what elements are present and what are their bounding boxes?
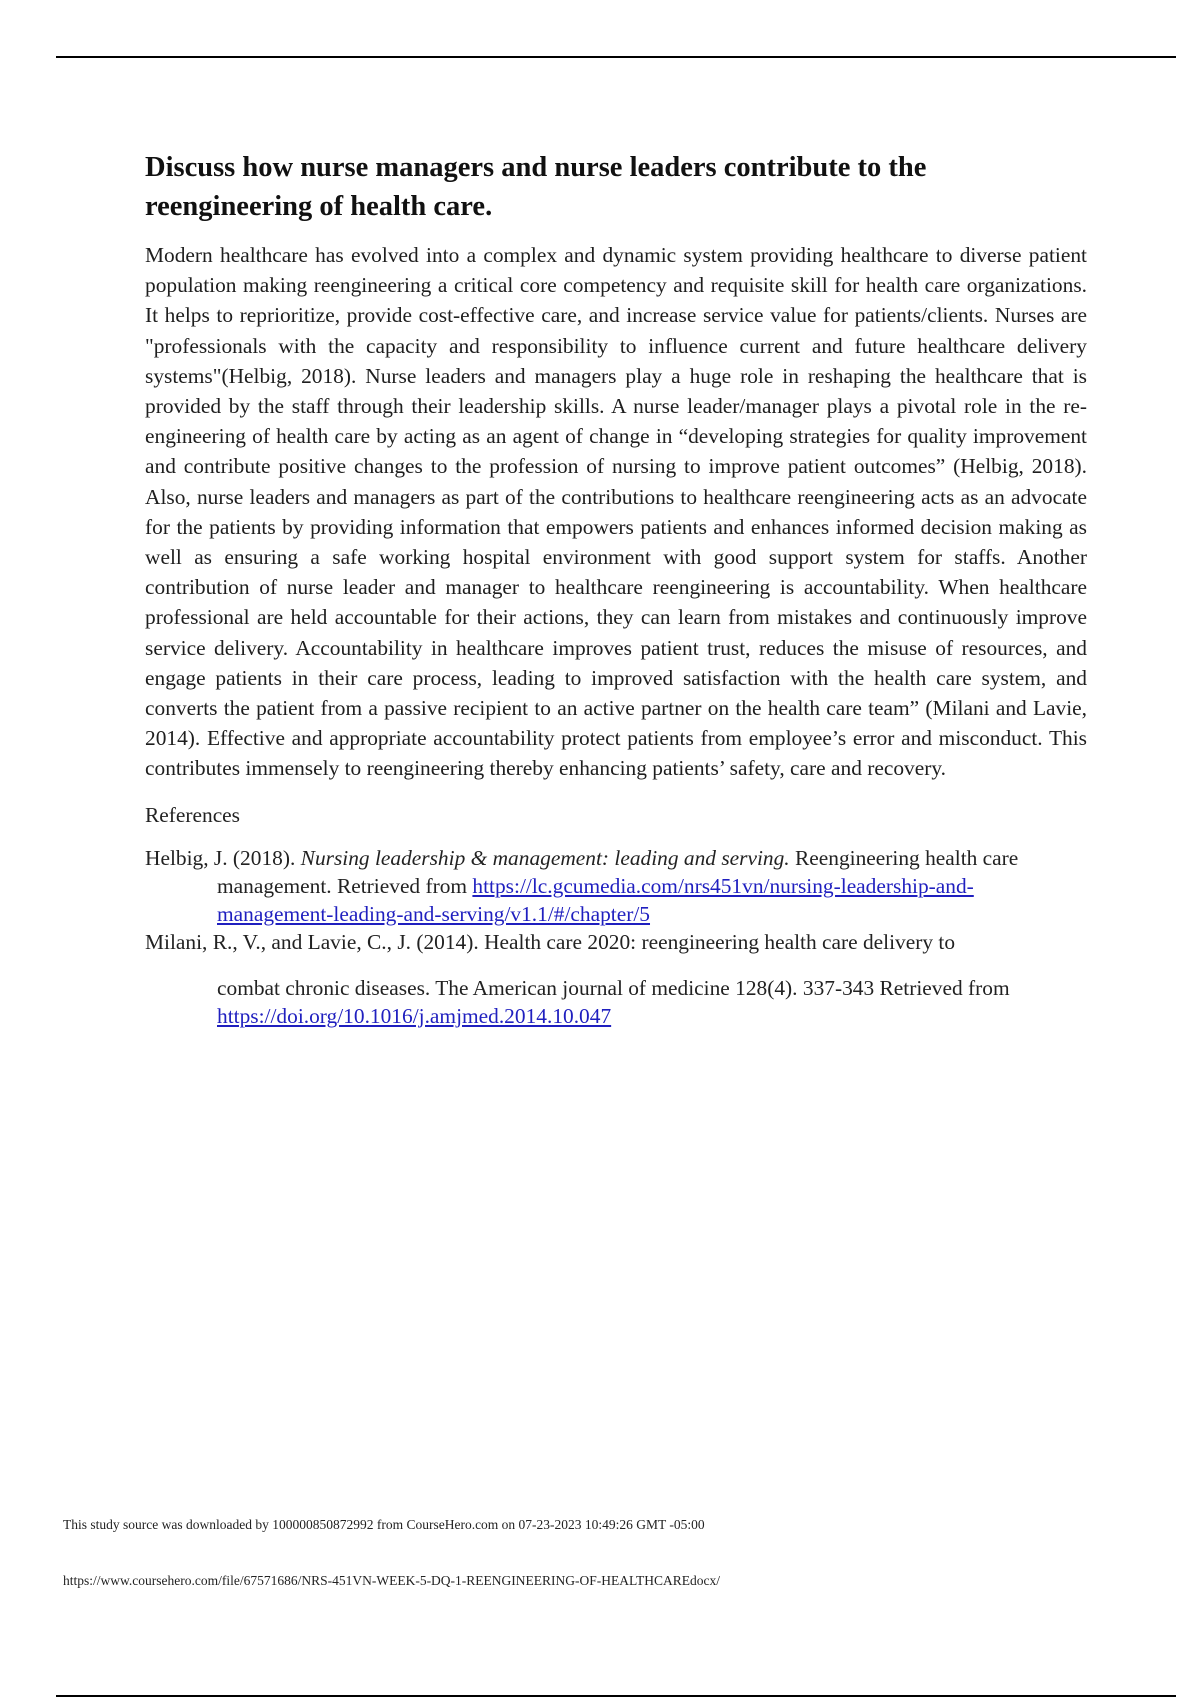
- references-heading: References: [145, 802, 241, 827]
- reference-milani-continuation: [145, 974, 1087, 1030]
- reference-link-milani[interactable]: https://doi.org/10.1016/j.amjmed.2014.10.047: [217, 1003, 612, 1028]
- reference-title: Nursing leadership & management: leading and serving.: [300, 845, 790, 870]
- reference-helbig: [145, 844, 1087, 928]
- reference-milani: [145, 928, 1087, 956]
- bottom-rule: [56, 1695, 1176, 1697]
- document-title: Discuss how nurse managers and nurse leaders contribute to the reengineering of health care.: [145, 152, 927, 222]
- reference-link-helbig[interactable]: https://lc.gcumedia.com/nrs451vn/nursing-leadership-and-management-leading-and-serving/v1.1/#/chapter/5: [217, 873, 974, 926]
- reference-first-line: Milani, R., V., and Lavie, C., J. (2014). Health care 2020: reengineering health care delivery to: [145, 929, 956, 954]
- top-rule: [56, 56, 1176, 58]
- reference-author-year: Helbig, J. (2018).: [145, 845, 301, 870]
- source-url: https://www.coursehero.com/file/67571686/NRS-451VN-WEEK-5-DQ-1-REENGINEERING-OF-HEALTHCAREdocx/: [63, 1573, 721, 1588]
- reference-details: Reengineering health care management. Retrieved from: [217, 845, 1019, 898]
- download-notice: This study source was downloaded by 100000850872992 from CourseHero.com on 07-23-2023 10:49:26 GMT -05:00: [63, 1517, 705, 1532]
- reference-continuation-text: combat chronic diseases. The American journal of medicine 128(4). 337-343 Retrieved from: [217, 975, 1010, 1000]
- document-page: [145, 148, 1087, 1030]
- body-paragraph: Modern healthcare has evolved into a complex and dynamic system providing healthcare to diverse patient population making reengineering a critical core competency and requisite skill for health care organizations. It helps to reprioritize, provide cost-effective care, and increase service value for patients/clients. Nurses are "professionals with the capacity and responsibility to influence current and future healthcare delivery systems"(Helbig, 2018). Nurse leaders and managers play a huge role in reshaping the healthcare that is provided by the staff through their leadership skills. A nurse leader/manager plays a pivotal role in the re-engineering of health care by acting as an agent of change in “developing strategies for quality improvement and contribute positive changes to the profession of nursing to improve patient outcomes” (Helbig, 2018). Also, nurse leaders and managers as part of the contributions to healthcare reengineering acts as an advocate for the patients by providing information that empowers patients and enhances informed decision making as well as ensuring a safe working hospital environment with good support system for staffs. Another contribution of nurse leader and manager to healthcare reengineering is accountability. When healthcare professional are held accountable for their actions, they can learn from mistakes and continuously improve service delivery. Accountability in healthcare improves patient trust, reduces the misuse of resources, and engage patients in their care process, leading to improved satisfaction with the health care system, and converts the patient from a passive recipient to an active partner on the health care team” (Milani and Lavie, 2014). Effective and appropriate accountability protect patients from employee’s error and misconduct. This contributes immensely to reengineering thereby enhancing patients’ safety, care and recovery.: [145, 243, 1087, 781]
